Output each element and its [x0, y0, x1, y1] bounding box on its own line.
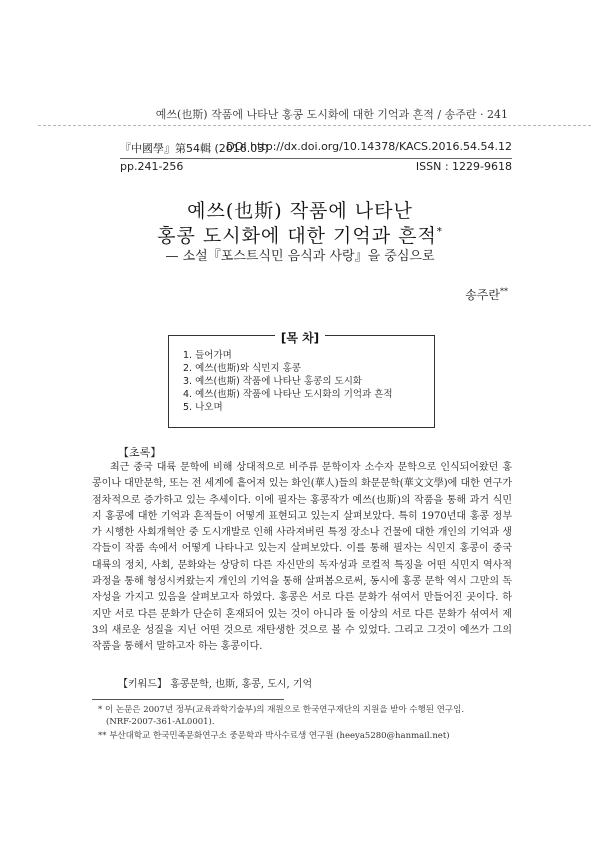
issn: ISSN : 1229-9618	[415, 160, 512, 173]
footnote-1-cont: (NRF-2007-361-AL0001).	[106, 717, 215, 727]
journal-name: 『中國學』第54輯 (2016.03)	[120, 142, 269, 155]
footnote-1: * 이 논문은 2007년 정부(교육과학기술부)의 재원으로 한국연구재단의 지원을 받아 수행된 연구임.	[98, 705, 465, 715]
toc-item: 4. 예쓰(也斯) 작품에 나타난 도시화의 기억과 흔적	[183, 389, 393, 400]
doi: DOI http://dx.doi.org/10.14378/KACS.2016.54.54.12	[226, 140, 512, 153]
title-line-1: 예쓰(也斯) 작품에 나타난	[187, 200, 413, 222]
footnote-rule	[92, 699, 284, 700]
title-line-2	[0, 221, 600, 248]
author-name: 송주란	[465, 288, 500, 302]
title-footnote-mark: *	[436, 226, 443, 238]
header-rule	[38, 125, 591, 126]
toc-item: 3. 예쓰(也斯) 작품에 나타난 홍콩의 도시화	[183, 376, 363, 387]
journal-pages: pp.241-256	[120, 160, 184, 173]
subtitle: — 소설『포스트식민 음식과 사랑』을 중심으로	[165, 249, 435, 264]
title-line-2-text: 홍콩 도시화에 대한 기억과 흔적	[157, 225, 437, 247]
meta-divider	[120, 158, 512, 159]
keywords: 【키워드】 홍콩문학, 也斯, 홍콩, 도시, 기억	[118, 679, 313, 690]
author	[465, 286, 508, 303]
abstract-text: 최근 중국 대륙 문학에 비해 상대적으로 비주류 문학이자 소수자 문학으로 인식되어왔던 홍콩이나 대만문학, 또는 전 세계에 흩어져 있는 화인(華人)들의 화문문학(華文文學)에 대한 연구가 점차적으로 증가하고 있는 추세이다. 이에 필자는 홍콩작가 예쓰(也斯)의 작품을 통해 과거 식민지 홍콩에 대한 기억과 흔적들이 어떻게 표현되고 있는지 살펴보았다. 특히 1970년대 홍콩 정부가 시행한 사회개혁안 중 도시개발로 인해 사라져버린 특정 장소나 건물에 대한 개인의 기억과 생각들이 작품 속에서 어떻게 나타나고 있는지 살펴보았다. 이를 통해 필자는 식민지 홍콩이 중국 대륙의 정치, 사회, 문화와는 상당히 다른 자신만의 독자성과 로컬적 특징을 어떤 식민지 역사적 과정을 통해 형성시켜왔는지 개인의 기억을 통해 살펴봄으로써, 동시에 홍콩 문학 역시 그만의 독자성을 가지고 있음을 살펴보고자 하였다. 홍콩은 서로 다른 문화가 섞여서 만들어진 곳이다. 하지만 서로 다른 문화가 단순히 혼재되어 있는 것이 아니라 둘 이상의 서로 다른 문화가 섞여서 제3의 새로운 성질을 지닌 어떤 것으로 재탄생한 것으로 볼 수 있었다. 그리고 그것이 예쓰가 그의 작품을 통해서 말하고자 하는 홍콩이다.	[92, 462, 512, 653]
toc-list	[183, 349, 393, 414]
toc-item: 1. 들어가며	[183, 350, 232, 361]
footnote-2: ** 부산대학교 한국민족문화연구소 중문학과 박사수료생 연구원 (heeya5280@hanmail.net)	[98, 731, 450, 741]
toc-heading: [목 차]	[0, 329, 600, 346]
abstract-label: 【초록】	[118, 446, 162, 459]
toc-item: 5. 나오며	[183, 402, 223, 413]
toc-item: 2. 예쓰(也斯)와 식민지 홍콩	[183, 363, 301, 374]
author-footnote-mark: **	[500, 287, 508, 296]
running-header: 예쓰(也斯) 작품에 나타난 홍콩 도시화에 대한 기억과 흔적 / 송주란 · 241	[155, 108, 508, 121]
